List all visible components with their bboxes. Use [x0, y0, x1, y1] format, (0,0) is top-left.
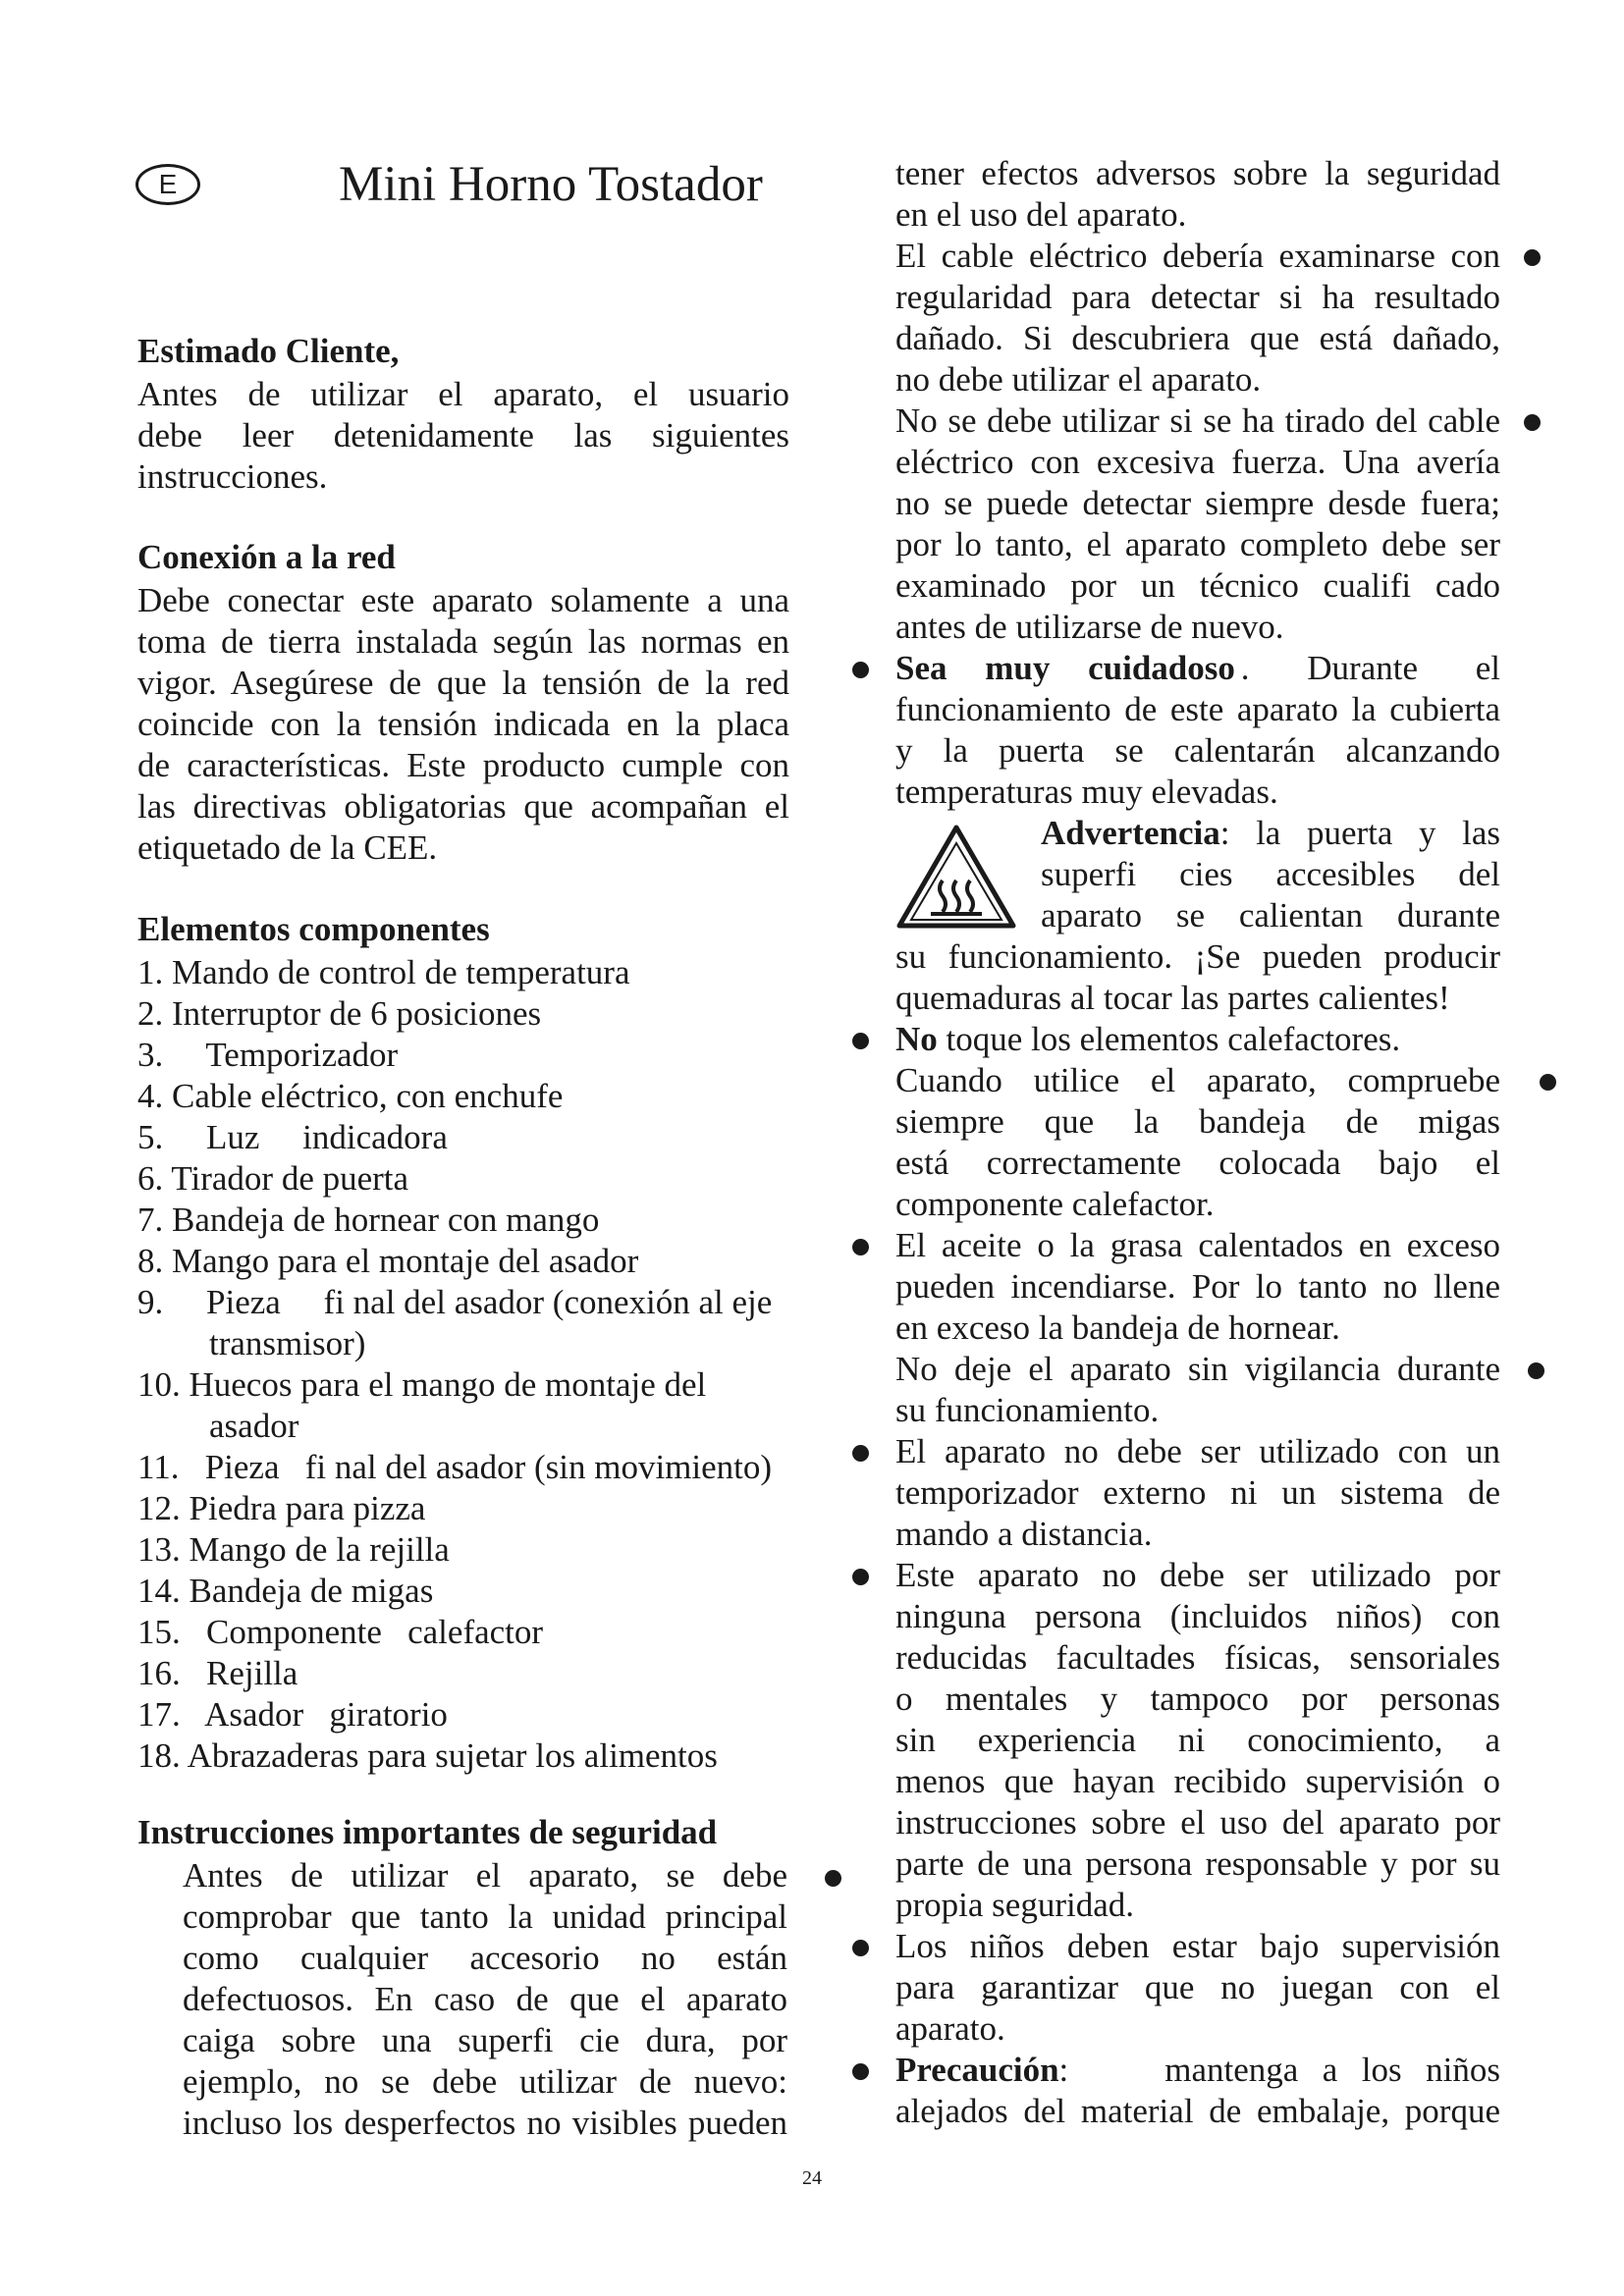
- hot-surface-warning-icon: [895, 824, 1017, 930]
- persons-line: Este aparato no debe ser utilizado por: [895, 1556, 1500, 1594]
- careful-line: y la puerta se calentarán alcanzando: [895, 731, 1500, 770]
- unattended-line: No deje el aparato sin vigilancia durante: [895, 1350, 1500, 1388]
- caution-line: alejados del material de embalaje, porque: [895, 2092, 1500, 2130]
- safety-line: Antes de utilizar el aparato, se debe: [183, 1856, 787, 1895]
- page-number: 24: [802, 2167, 822, 2189]
- warning-line: quemaduras al tocar las partes calientes!: [895, 979, 1450, 1017]
- cable-pull-line: por lo tanto, el aparato completo debe ser: [895, 525, 1500, 563]
- crumb-tray-line: Cuando utilice el aparato, compruebe: [895, 1061, 1500, 1099]
- persons-text: [895, 1555, 1500, 1926]
- warning-line: su funcionamiento. ¡Se pueden producir: [895, 937, 1500, 976]
- greeting-line: instrucciones.: [137, 457, 328, 496]
- safety-line: como cualquier accesorio no están: [183, 1939, 787, 1977]
- no-touch-rest: toque los elementos calefactores.: [937, 1020, 1401, 1058]
- caution-first-rest: : mantenga a los niños: [1058, 2051, 1500, 2089]
- list-item: 18. Abrazaderas para sujetar los alimentos: [137, 1736, 718, 1775]
- components-heading: Elementos componentes: [137, 910, 490, 948]
- oil-text: [895, 1225, 1500, 1349]
- cable-check-line: El cable eléctrico debería examinarse con: [895, 237, 1500, 275]
- list-item: asador: [209, 1407, 299, 1445]
- bullet-dot: [1524, 414, 1541, 431]
- warning-first-line: [1041, 813, 1500, 854]
- careful-rest: . Durante el: [1240, 649, 1500, 687]
- safety-continued-text: [895, 153, 1500, 236]
- bullet-dot: [852, 662, 869, 678]
- persons-line: o mentales y tampoco por personas: [895, 1680, 1500, 1718]
- list-item: 12. Piedra para pizza: [137, 1489, 426, 1527]
- list-item: 14. Bandeja de migas: [137, 1572, 434, 1610]
- no-touch-line: [895, 1019, 1500, 1060]
- safety-heading: Instrucciones importantes de seguridad: [137, 1813, 718, 1851]
- warning-line: superfi cies accesibles del: [1041, 855, 1500, 893]
- safety-text: [183, 1855, 787, 2144]
- network-line: toma de tierra instalada según las normas en: [137, 622, 789, 661]
- crumb-tray-line: siempre que la bandeja de migas: [895, 1102, 1500, 1141]
- cable-check-line: dañado. Si descubriera que está dañado,: [895, 319, 1500, 357]
- careful-first-line: [895, 648, 1500, 689]
- caution-bold: Precaución: [895, 2051, 1059, 2089]
- warning-narrow-text: [1041, 813, 1500, 936]
- bullet-dot: [852, 1239, 869, 1255]
- bullet-dot: [1528, 1362, 1544, 1379]
- safety-line: defectuosos. En caso de que el aparato: [183, 1980, 787, 2018]
- bullet-dot: [852, 1033, 869, 1049]
- no-touch-bold: No: [895, 1020, 938, 1058]
- unattended-line: su funcionamiento.: [895, 1391, 1160, 1429]
- safety-line: ejemplo, no se debe utilizar de nuevo:: [183, 2062, 787, 2101]
- list-item: 3. Temporizador: [137, 1036, 399, 1074]
- bullet-dot: [1540, 1074, 1556, 1091]
- crumb-tray-line: está correctamente colocada bajo el: [895, 1144, 1500, 1182]
- safety-line: incluso los desperfectos no visibles pueden: [183, 2104, 787, 2142]
- bullet-dot: [1524, 249, 1541, 266]
- timer-line: mando a distancia.: [895, 1515, 1153, 1553]
- list-item: 1. Mando de control de temperatura: [137, 953, 630, 991]
- list-item: 15. Componente calefactor: [137, 1613, 544, 1651]
- careful-text: [895, 648, 1500, 813]
- safety-line: comprobar que tanto la unidad principal: [183, 1897, 787, 1936]
- cable-pull-line: antes de utilizarse de nuevo.: [895, 608, 1284, 646]
- greeting-line: Antes de utilizar el aparato, el usuario: [137, 375, 789, 413]
- persons-line: sin experiencia ni conocimiento, a: [895, 1721, 1500, 1759]
- oil-line: en exceso la bandeja de hornear.: [895, 1308, 1340, 1347]
- persons-line: instrucciones sobre el uso del aparato por: [895, 1803, 1500, 1842]
- network-line: etiquetado de la CEE.: [137, 828, 438, 867]
- bullet-dot: [825, 1870, 841, 1887]
- greeting-line: debe leer detenidamente las siguientes: [137, 416, 789, 454]
- network-heading: Conexión a la red: [137, 538, 396, 576]
- cable-pull-line: No se debe utilizar si se ha tirado del cable: [895, 401, 1500, 440]
- caution-text: [895, 2050, 1500, 2132]
- crumb-tray-text: [895, 1060, 1500, 1225]
- continued-line: en el uso del aparato.: [895, 195, 1187, 234]
- list-item: 9. Pieza fi nal del asador (conexión al eje: [137, 1283, 773, 1321]
- persons-line: propia seguridad.: [895, 1886, 1134, 1924]
- cable-check-line: regularidad para detectar si ha resultado: [895, 278, 1500, 316]
- children-line: aparato.: [895, 2009, 1005, 2048]
- timer-line: temporizador externo ni un sistema de: [895, 1473, 1500, 1512]
- cable-pull-line: examinado por un técnico cualifi cado: [895, 566, 1500, 605]
- list-item: 17. Asador giratorio: [137, 1695, 448, 1734]
- persons-line: ninguna persona (incluidos niños) con: [895, 1597, 1500, 1635]
- persons-line: reducidas facultades físicas, sensoriales: [895, 1638, 1500, 1677]
- list-item: 2. Interruptor de 6 posiciones: [137, 994, 542, 1033]
- careful-line: funcionamiento de este aparato la cubierta: [895, 690, 1500, 728]
- list-item: 8. Mango para el montaje del asador: [137, 1242, 639, 1280]
- bullet-dot: [852, 1569, 869, 1585]
- network-line: coincide con la tensión indicada en la placa: [137, 705, 789, 743]
- list-item: transmisor): [209, 1324, 366, 1362]
- network-line: Debe conectar este aparato solamente a una: [137, 581, 789, 619]
- persons-line: parte de una persona responsable y por su: [895, 1844, 1500, 1883]
- list-item: 5. Luz indicadora: [137, 1118, 448, 1156]
- bullet-dot: [852, 1940, 869, 1956]
- greeting-text: [137, 374, 789, 498]
- no-touch-text: [895, 1019, 1500, 1060]
- timer-text: [895, 1431, 1500, 1555]
- bullet-dot: [852, 2063, 869, 2080]
- safety-line: caiga sobre una superfi cie dura, por: [183, 2021, 787, 2059]
- caution-first-line: [895, 2050, 1500, 2091]
- children-line: para garantizar que no juegan con el: [895, 1968, 1500, 2006]
- oil-line: pueden incendiarse. Por lo tanto no llene: [895, 1267, 1500, 1306]
- list-item: 7. Bandeja de hornear con mango: [137, 1201, 600, 1239]
- timer-line: El aparato no debe ser utilizado con un: [895, 1432, 1500, 1470]
- unattended-text: [895, 1349, 1500, 1431]
- network-line: las directivas obligatorias que acompañan el: [137, 787, 789, 826]
- continued-line: tener efectos adversos sobre la seguridad: [895, 154, 1500, 192]
- careful-line: temperaturas muy elevadas.: [895, 773, 1278, 811]
- cable-pull-line: eléctrico con excesiva fuerza. Una avería: [895, 443, 1500, 481]
- page-title: Mini Horno Tostador: [339, 157, 763, 212]
- children-line: Los niños deben estar bajo supervisión: [895, 1927, 1500, 1965]
- list-item: 13. Mango de la rejilla: [137, 1530, 450, 1569]
- warning-bold: Advertencia: [1041, 814, 1220, 852]
- network-text: [137, 580, 789, 869]
- network-line: vigor. Asegúrese de que la tensión de la red: [137, 664, 789, 702]
- warning-full-text: [895, 936, 1500, 1019]
- bullet-dot: [852, 1445, 869, 1462]
- list-item: 11. Pieza fi nal del asador (sin movimiento): [137, 1448, 773, 1486]
- oil-line: El aceite o la grasa calentados en exceso: [895, 1226, 1500, 1264]
- greeting-heading: Estimado Cliente,: [137, 332, 400, 370]
- cable-pull-text: [895, 400, 1500, 648]
- persons-line: menos que hayan recibido supervisión o: [895, 1762, 1500, 1800]
- list-item: 6. Tirador de puerta: [137, 1159, 409, 1198]
- cable-check-text: [895, 236, 1500, 400]
- warning-line: aparato se calientan durante: [1041, 896, 1500, 934]
- list-item: 4. Cable eléctrico, con enchufe: [137, 1077, 564, 1115]
- warning-first-rest: : la puerta y las: [1219, 814, 1500, 852]
- crumb-tray-line: componente calefactor.: [895, 1185, 1215, 1223]
- language-badge-icon: [135, 164, 200, 205]
- network-line: de características. Este producto cumple con: [137, 746, 789, 784]
- list-item: 16. Rejilla: [137, 1654, 298, 1692]
- language-badge-label: E: [158, 169, 178, 199]
- cable-check-line: no debe utilizar el aparato.: [895, 360, 1262, 399]
- cable-pull-line: no se puede detectar siempre desde fuera;: [895, 484, 1500, 522]
- careful-bold: Sea muy cuidadoso: [895, 649, 1235, 687]
- children-text: [895, 1926, 1500, 2050]
- list-item: 10. Huecos para el mango de montaje del: [137, 1365, 707, 1404]
